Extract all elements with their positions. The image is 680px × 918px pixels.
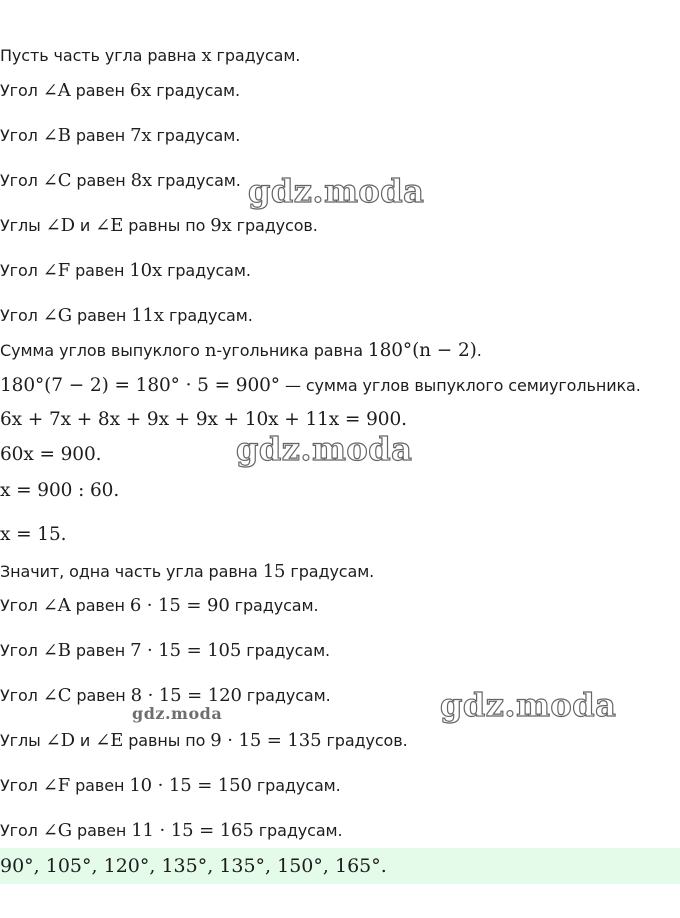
line-tail: градусам. [241, 686, 331, 705]
solution-line-13 [0, 524, 66, 546]
line-text: Угол [0, 686, 43, 705]
line-text: Угол [0, 306, 43, 325]
line-text: Значит, одна часть угла равна [0, 562, 263, 581]
solution-line-12 [0, 480, 119, 502]
math-expression: x = 900 : 60. [0, 480, 120, 501]
line-text: Угол [0, 171, 43, 190]
math-expression: 11 · 15 = 165 [131, 820, 254, 841]
angle-label: ∠F [42, 775, 71, 796]
line-text: Углы [0, 731, 46, 750]
line-tail: градусам. [253, 821, 343, 840]
line-text: Угол [0, 821, 43, 840]
line-mid: равен [70, 81, 130, 100]
math-expression: 7 · 15 = 105 [130, 640, 242, 661]
math-expression: 6 · 15 = 90 [129, 595, 230, 616]
angle-label: ∠B [42, 640, 71, 661]
math-expression: 6x + 7x + 8x + 9x + 9x + 10x + 11x = 900. [0, 409, 407, 430]
angle-label: ∠C [42, 685, 72, 706]
angle-label: ∠F [42, 260, 71, 281]
angle-label-2: ∠E [95, 730, 124, 751]
angle-label: ∠A [42, 80, 71, 101]
line-mid: равен [72, 821, 132, 840]
line-mid: равен [70, 641, 131, 660]
solution-line-14 [0, 561, 374, 583]
line-tail: градусам. [211, 46, 301, 65]
math-expression: 8x [130, 170, 152, 191]
line-mid: равен [72, 306, 132, 325]
line-mid: и [74, 216, 96, 235]
answer-text: 90°, 105°, 120°, 135°, 135°, 150°, 165°. [0, 855, 387, 877]
line-text: Угол [0, 261, 43, 280]
math-expression: 180°(7 − 2) = 180° · 5 = 900° [0, 375, 280, 396]
line-tail: градусам. [162, 261, 251, 280]
math-expression: 180°(n − 2) [367, 340, 477, 361]
line-mid-2: равны по [123, 216, 211, 235]
line-tail: градусам. [163, 306, 253, 325]
math-expression: x = 15. [0, 524, 67, 545]
angle-label: ∠C [42, 170, 72, 191]
line-mid-2: равны по [123, 731, 211, 750]
watermark-logo-small: gdz.moda [132, 704, 223, 723]
line-mid: равен [71, 171, 131, 190]
solution-line-19 [0, 775, 341, 797]
solution-line-15 [0, 595, 318, 617]
line-tail: градусов. [321, 731, 408, 750]
line-text: Угол [0, 81, 43, 100]
angle-label: ∠A [42, 595, 71, 616]
solution-line-20 [0, 820, 343, 842]
solution-line-9 [0, 375, 641, 397]
solution-line-16 [0, 640, 330, 662]
math-expression: 15 [262, 561, 286, 582]
line-tail: градусам. [251, 776, 341, 795]
angle-label: ∠G [42, 305, 73, 326]
line-text: Угол [0, 641, 43, 660]
solution-line-1 [0, 45, 300, 67]
watermark-logo: gdz.moda [236, 430, 413, 468]
angle-label: ∠D [45, 215, 75, 236]
line-mid: равен [70, 776, 130, 795]
math-expression: 6x [129, 80, 152, 101]
math-expression: 9 · 15 = 135 [210, 730, 322, 751]
solution-line-4 [0, 170, 241, 192]
angle-label-2: ∠E [95, 215, 124, 236]
math-expression: 60x = 900. [0, 444, 102, 465]
math-expression: 11x [131, 305, 164, 326]
line-text: Углы [0, 216, 46, 235]
line-mid: равен [70, 126, 131, 145]
math-variable: n [204, 340, 217, 361]
math-expression: 7x [130, 125, 152, 146]
math-expression: 10 · 15 = 150 [129, 775, 252, 796]
watermark-logo: gdz.moda [248, 172, 425, 210]
line-tail: градусам. [151, 81, 240, 100]
line-mid: и [74, 731, 96, 750]
math-expression: 9x [210, 215, 232, 236]
math-variable: x [201, 45, 212, 66]
line-mid: равен [70, 261, 130, 280]
line-tail: градусам. [152, 171, 241, 190]
line-text: Пусть часть угла равна [0, 46, 202, 65]
solution-line-6 [0, 260, 251, 282]
line-mid: равен [70, 596, 130, 615]
line-tail: градусам. [151, 126, 241, 145]
solution-line-2 [0, 80, 240, 102]
solution-line-7 [0, 305, 253, 327]
angle-label: ∠B [42, 125, 71, 146]
line-tail: градусам. [285, 562, 375, 581]
line-mid: -угольника равна [216, 341, 368, 360]
solution-line-8 [0, 340, 482, 362]
line-text: Сумма углов выпуклого [0, 341, 205, 360]
line-text: Угол [0, 126, 43, 145]
line-mid: равен [71, 686, 131, 705]
line-tail: градусам. [241, 641, 331, 660]
math-expression: 8 · 15 = 120 [130, 685, 242, 706]
line-tail: градусов. [231, 216, 318, 235]
solution-line-5 [0, 215, 318, 237]
line-tail: . [476, 341, 482, 360]
solution-line-11 [0, 444, 101, 466]
watermark-logo: gdz.moda [440, 686, 617, 724]
angle-label: ∠D [45, 730, 75, 751]
solution-line-10 [0, 409, 407, 431]
line-tail: — сумма углов выпуклого семиугольника. [279, 376, 641, 395]
line-text: Угол [0, 776, 43, 795]
line-tail: градусам. [229, 596, 319, 615]
line-text: Угол [0, 596, 43, 615]
solution-line-18 [0, 730, 408, 752]
angle-label: ∠G [42, 820, 73, 841]
math-expression: 10x [129, 260, 163, 281]
solution-line-3 [0, 125, 240, 147]
